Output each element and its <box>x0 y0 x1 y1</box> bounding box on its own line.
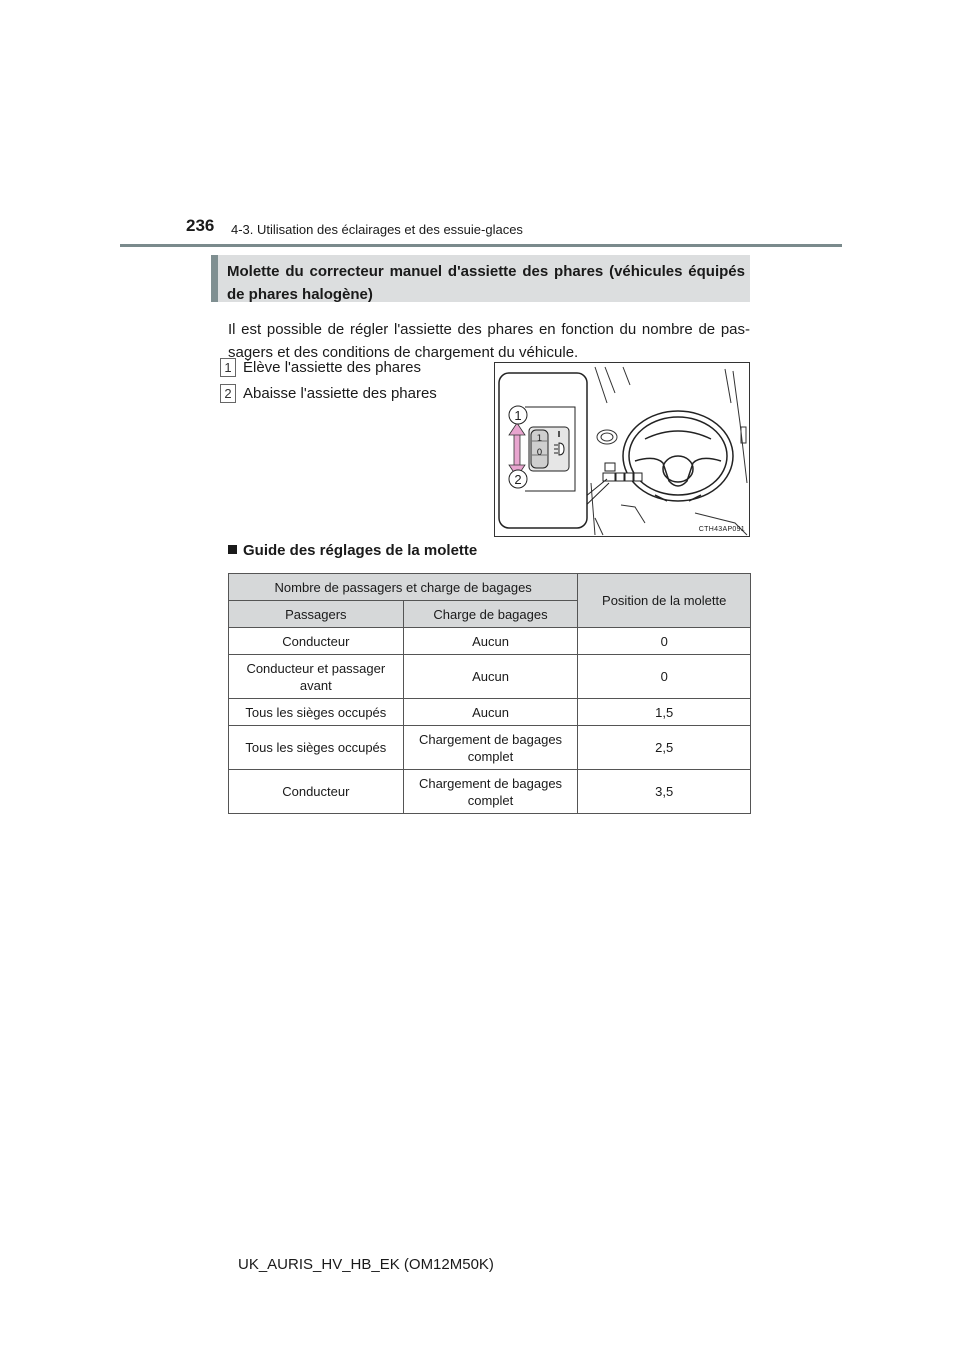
guide-title: Guide des réglages de la molette <box>243 542 478 559</box>
cell-luggage: Aucun <box>403 655 578 699</box>
chapter-title: 4-3. Utilisation des éclairages et des essuie-glaces <box>231 222 523 237</box>
cell-luggage <box>403 726 578 770</box>
table-row <box>229 770 751 814</box>
header-dial-position: Position de la molette <box>578 574 751 628</box>
cell-position: 0 <box>578 655 751 699</box>
table-row <box>229 628 751 655</box>
switch-panel <box>603 463 642 481</box>
cell-luggage-text: Chargement de bagages complet <box>418 775 563 808</box>
cell-position: 2,5 <box>578 726 751 770</box>
figure-label-2: 2 <box>514 472 522 487</box>
guide-subheading <box>228 542 477 559</box>
table-row <box>229 699 751 726</box>
cell-luggage: Aucun <box>403 699 578 726</box>
cell-passengers <box>229 655 404 699</box>
figure-label-1: 1 <box>514 408 522 423</box>
callout-number-1: 1 <box>220 358 236 377</box>
cell-position: 3,5 <box>578 770 751 814</box>
callout-number-2: 2 <box>220 384 236 403</box>
cell-passengers: Conducteur <box>229 770 404 814</box>
header-passengers: Passagers <box>229 601 404 628</box>
table-row <box>229 726 751 770</box>
intro-paragraph: Il est possible de régler l'assiette des phares en fonction du nombre de pas-sagers et des conditions de chargement du véhicule. <box>228 321 750 361</box>
cell-luggage-text: Chargement de bagages complet <box>418 731 563 764</box>
dashboard-lines <box>591 367 747 535</box>
cell-passengers: Tous les sièges occupés <box>229 699 404 726</box>
callout-text-2: Abaisse l'assiette des phares <box>243 385 437 402</box>
header-rule <box>120 244 842 247</box>
section-title: Molette du correcteur manuel d'assiette des phares (véhicules équipés de phares halogène) <box>227 263 745 303</box>
headlight-dial-figure <box>494 362 750 537</box>
footer-model-code: UK_AURIS_HV_HB_EK (OM12M50K) <box>238 1256 494 1273</box>
callout-text-1: Élève l'assiette des phares <box>243 359 421 376</box>
square-bullet-icon <box>228 545 237 554</box>
cell-luggage: Aucun <box>403 628 578 655</box>
table-header-row <box>229 574 751 601</box>
header-load-group: Nombre de passagers et charge de bagages <box>229 574 578 601</box>
cell-luggage <box>403 770 578 814</box>
cell-position: 1,5 <box>578 699 751 726</box>
figure-code: CTH43AP091 <box>698 526 745 533</box>
steering-wheel <box>623 411 733 501</box>
header-luggage: Charge de bagages <box>403 601 578 628</box>
dial-mark-bottom: 0 <box>536 448 543 458</box>
page-number: 236 <box>186 216 215 235</box>
cell-position: 0 <box>578 628 751 655</box>
dashboard-illustration <box>495 363 749 536</box>
cell-passengers: Conducteur <box>229 628 404 655</box>
section-heading-box <box>211 255 750 302</box>
dial-mark-top: 1 <box>536 434 543 444</box>
dial-settings-table <box>228 573 751 814</box>
cell-passengers: Tous les sièges occupés <box>229 726 404 770</box>
cell-passengers-text: Conducteur et passager avant <box>246 660 386 693</box>
table-row <box>229 655 751 699</box>
